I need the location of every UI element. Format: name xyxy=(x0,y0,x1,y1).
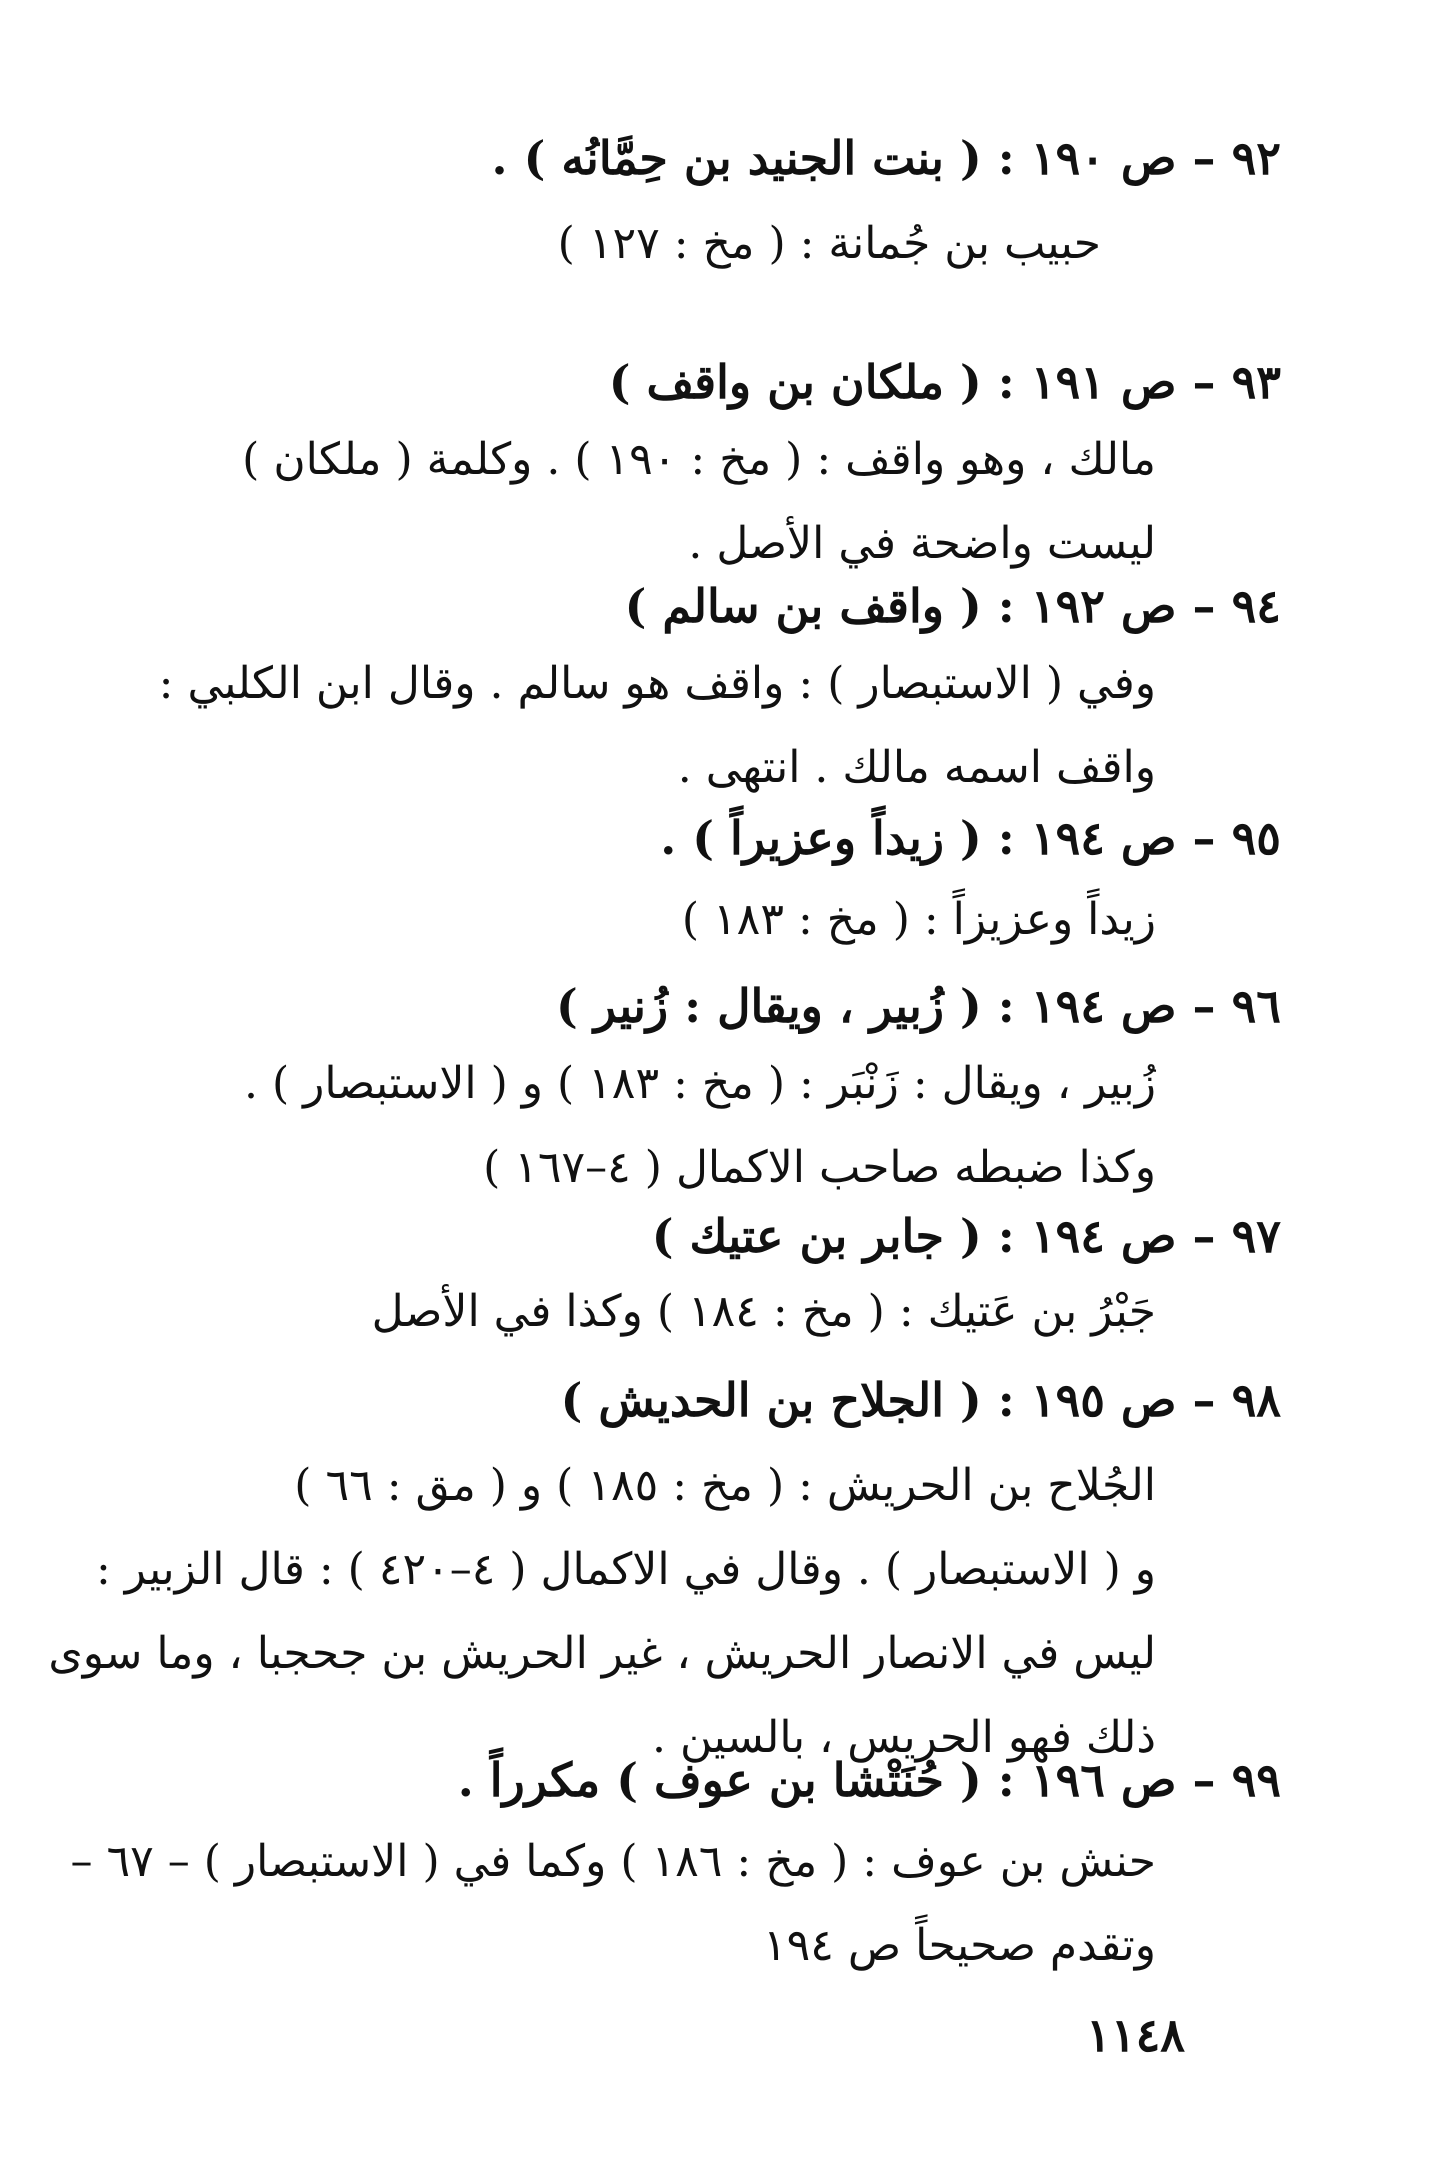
entry-92 xyxy=(161,128,1281,286)
entry-heading: ٩٤ – ص ١٩٢ : ( واقف بن سالم ) xyxy=(624,579,1281,633)
entry-heading: ٩٥ – ص ١٩٤ : ( زيداً وعزيراً ) . xyxy=(660,811,1281,865)
entry-body-line: الجُلاح بن الحريش : ( مخ : ١٨٥ ) و ( مق : ٦٦ ) xyxy=(294,1460,1156,1511)
entry-body-line: ليست واضحة في الأصل . xyxy=(688,518,1156,569)
entry-99 xyxy=(70,1750,1281,1988)
entry-97 xyxy=(161,1206,1281,1354)
entry-body-line: زُبير ، ويقال : زَنْبَر : ( مخ : ١٨٣ ) و ( الاستبصار ) . xyxy=(243,1058,1156,1109)
entry-body-line: زيداً وعزيزاً : ( مخ : ١٨٣ ) xyxy=(681,894,1156,945)
entry-body-line: و ( الاستبصار ) . وقال في الاكمال ( ٤–٤٢٠ ) : قال الزبير : xyxy=(95,1544,1156,1595)
entry-body-line: ذلك فهو الحريس ، بالسين . xyxy=(652,1712,1156,1763)
page-number: ١١٤٨ xyxy=(1086,2008,1185,2062)
entry-heading: ٩٣ – ص ١٩١ : ( ملكان بن واقف ) xyxy=(608,355,1281,409)
entry-body-line: وتقدم صحيحاً ص ١٩٤ xyxy=(763,1920,1156,1971)
entry-heading: ٩٩ – ص ١٩٦ : ( حُنَتْشا بن عوف ) مكرراً . xyxy=(457,1753,1281,1807)
entry-98 xyxy=(48,1370,1281,1780)
entry-heading: ٩٨ – ص ١٩٥ : ( الجلاح بن الحديش ) xyxy=(560,1373,1281,1427)
entry-body-line: وكذا ضبطه صاحب الاكمال ( ٤–١٦٧ ) xyxy=(483,1142,1156,1193)
entry-body-line: حبيب بن جُمانة : ( مخ : ١٢٧ ) xyxy=(557,218,1101,269)
entry-heading: ٩٢ – ص ١٩٠ : ( بنت الجنيد بن حِمَّانُه ) . xyxy=(491,131,1281,185)
entry-body-line: ليس في الانصار الحريش ، غير الحريش بن جحجبا ، وما سوى xyxy=(48,1628,1156,1679)
entry-heading: ٩٧ – ص ١٩٤ : ( جابر بن عتيك ) xyxy=(651,1209,1281,1263)
entry-body-line: مالك ، وهو واقف : ( مخ : ١٩٠ ) . وكلمة ( ملكان ) xyxy=(242,434,1156,485)
entry-body-line: حنش بن عوف : ( مخ : ١٨٦ ) وكما في ( الاستبصار ) – ٦٧ – xyxy=(70,1836,1156,1887)
entry-93 xyxy=(161,352,1281,586)
entry-95 xyxy=(161,808,1281,962)
entry-body-line: واقف اسمه مالك . انتهى . xyxy=(677,742,1156,793)
entry-body-line: جَبْرُ بن عَتيك : ( مخ : ١٨٤ ) وكذا في الأصل xyxy=(371,1286,1156,1337)
entry-heading: ٩٦ – ص ١٩٤ : ( زُبير ، ويقال : زُنير ) xyxy=(556,979,1281,1033)
entry-94 xyxy=(158,576,1281,810)
entry-body-line: وفي ( الاستبصار ) : واقف هو سالم . وقال ابن الكلبي : xyxy=(158,658,1156,709)
entry-96 xyxy=(161,976,1281,1210)
